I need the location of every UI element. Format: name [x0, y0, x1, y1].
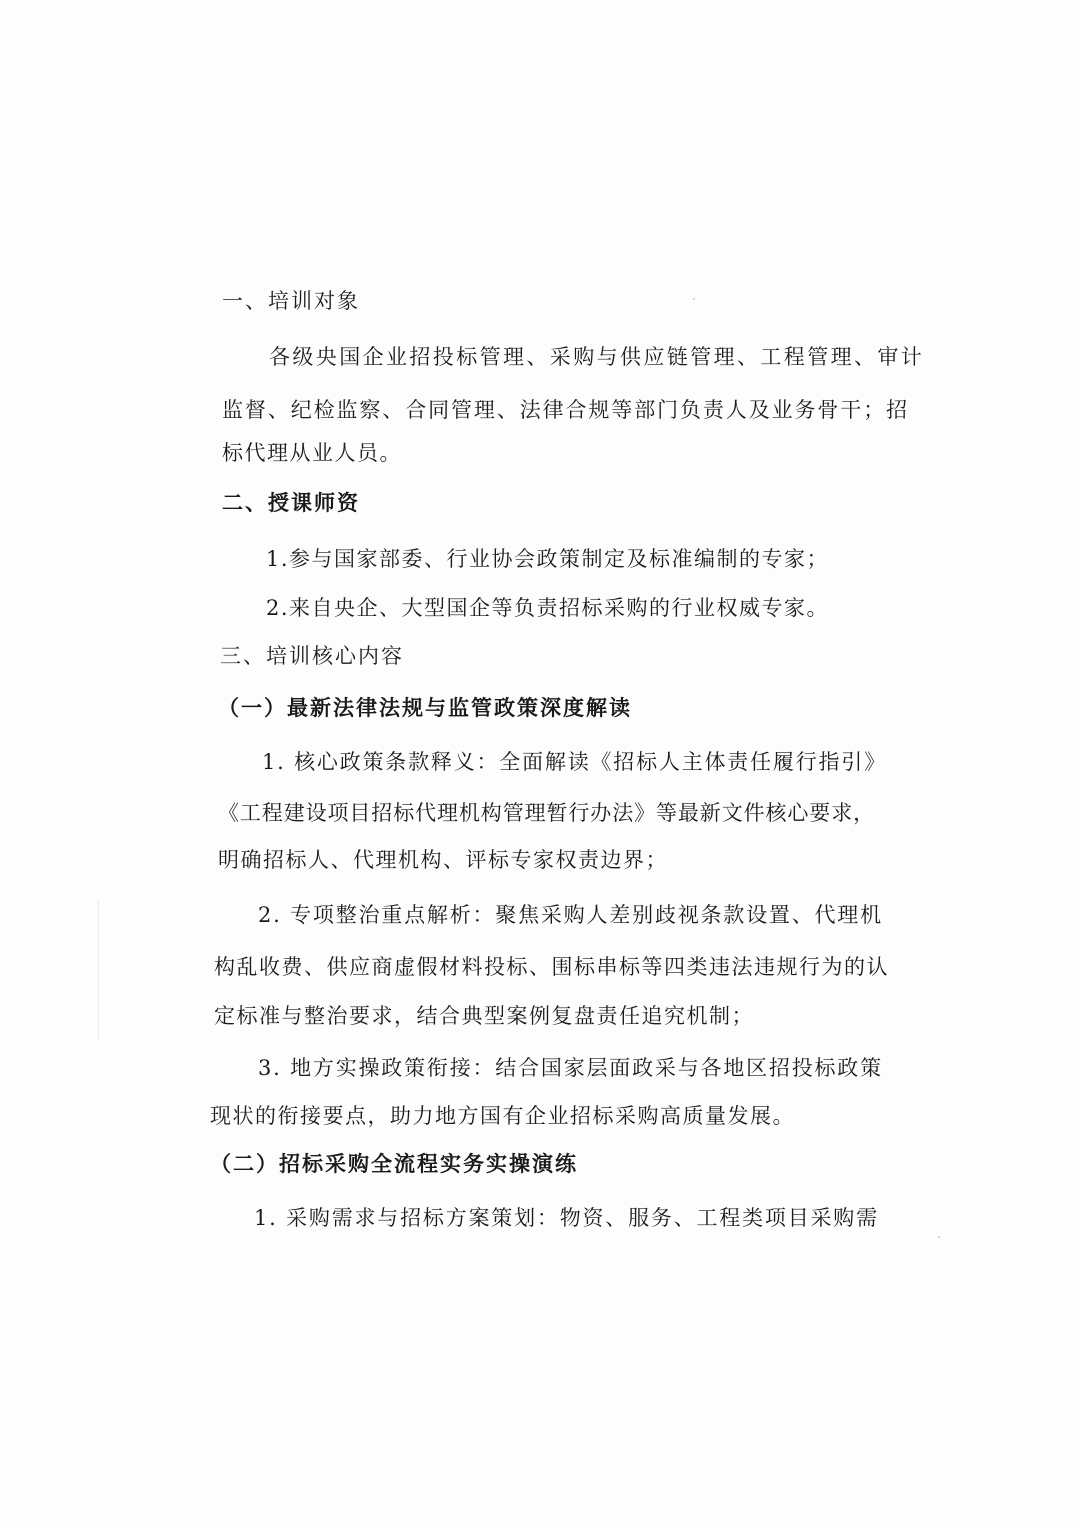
paragraph-line: 监督、纪检监察、合同管理、法律合规等部门负责人及业务骨干；招: [222, 398, 909, 422]
paragraph-line: 定标准与整治要求，结合典型案例复盘责任追究机制；: [214, 1004, 754, 1028]
paragraph-line: 明确招标人、代理机构、评标专家权责边界；: [218, 848, 668, 872]
list-item: 2.来自央企、大型国企等负责招标采购的行业权威专家。: [266, 596, 830, 620]
section-heading-instructors: 二、授课师资: [222, 490, 360, 515]
list-item: 1. 采购需求与招标方案策划：物资、服务、工程类项目采购需: [254, 1206, 879, 1230]
list-item: 2. 专项整治重点解析：聚焦采购人差别歧视条款设置、代理机: [258, 903, 883, 927]
list-item: 1.参与国家部委、行业协会政策制定及标准编制的专家；: [266, 547, 830, 571]
section-heading-training-target: 一、培训对象: [222, 289, 360, 313]
paragraph-line: 《工程建设项目招标代理机构管理暂行办法》等最新文件核心要求，: [218, 801, 875, 825]
paragraph-line: 现状的衔接要点，助力地方国有企业招标采购高质量发展。: [210, 1104, 795, 1128]
list-item: 3. 地方实操政策衔接：结合国家层面政采与各地区招投标政策: [258, 1056, 883, 1080]
subsection-heading-practice: （二）招标采购全流程实务实操演练: [210, 1151, 578, 1176]
paragraph-line: 各级央国企业招投标管理、采购与供应链管理、工程管理、审计: [269, 345, 925, 369]
scan-edge-mark: [98, 900, 99, 1040]
paragraph-line: 构乱收费、供应商虚假材料投标、围标串标等四类违法违规行为的认: [214, 955, 889, 979]
subsection-heading-laws-policies: （一）最新法律法规与监管政策深度解读: [218, 695, 632, 720]
scan-speck: [938, 1236, 940, 1238]
scan-speck: [693, 298, 695, 300]
section-heading-core-content: 三、培训核心内容: [220, 644, 404, 668]
list-item: 1. 核心政策条款释义：全面解读《招标人主体责任履行指引》: [262, 750, 887, 774]
paragraph-line: 标代理从业人员。: [222, 441, 402, 465]
